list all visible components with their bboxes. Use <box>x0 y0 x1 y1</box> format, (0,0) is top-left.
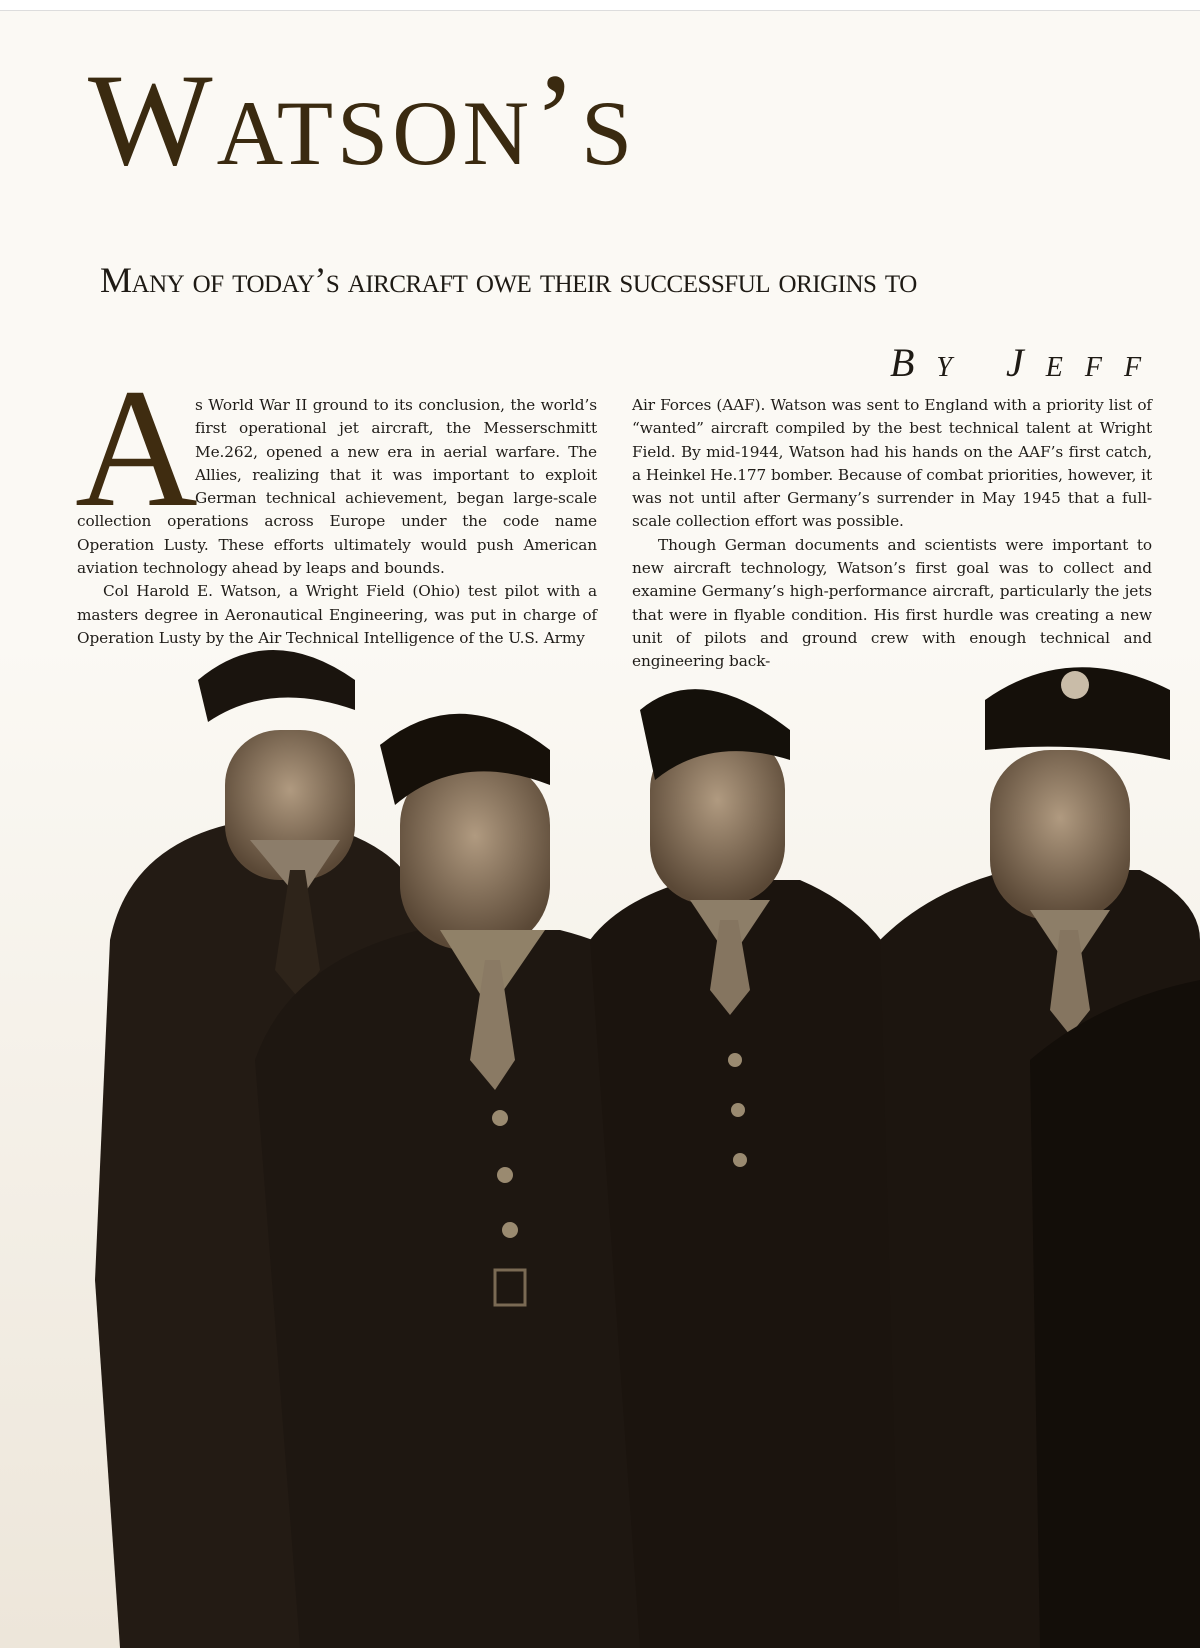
paragraph-1-text: s World War II ground to its conclusion, the world’s first operational jet aircraft, the Messerschmitt Me.262, opened a new era in aerial warfare. The Allies, realizing that it was important to exploit German technical achievement, began large-scale collection operations across Europe under the code name Operation Lusty. These efforts ultimately would push American aviation technology ahead by leaps and bounds. <box>77 396 597 578</box>
paragraph-4: Though German documents and scientists were important to new aircraft technology, Watson’s first goal was to collect and examine Germany’s high-performance aircraft, particularly the jets that were in flyable condition. His first hurdle was creating a new unit of pilots and ground crew with enough technical and engineering back- <box>632 535 1152 671</box>
paragraph-3: Air Forces (AAF). Watson was sent to England with a priority list of “wanted” aircraft compiled by the best technical talent at Wright Field. By mid-1944, Watson had his hands on the AAF’s first catch, a Heinkel He.177 bomber. Because of combat priorities, however, it was not until after Germany’s surrender in May 1945 that a full-scale collection effort was possible. <box>632 396 1152 531</box>
article-headline: Watson’s <box>88 46 637 193</box>
article-column-left <box>75 354 597 650</box>
article-byline: By Jeff <box>890 340 1164 385</box>
paragraph-2: Col Harold E. Watson, a Wright Field (Ohio) test pilot with a masters degree in Aeronautical Engineering, was put in charge of Operation Lusty by the Air Technical Intelligence of the U.S. Army <box>77 582 597 647</box>
article-column-right <box>632 394 1152 674</box>
article-deck: Many of today’s aircraft owe their successful origins to <box>100 260 917 300</box>
drop-cap: A <box>75 354 198 542</box>
officers-photo <box>0 640 1200 1648</box>
page-top-edge <box>0 0 1200 11</box>
paragraph-1 <box>75 354 597 580</box>
